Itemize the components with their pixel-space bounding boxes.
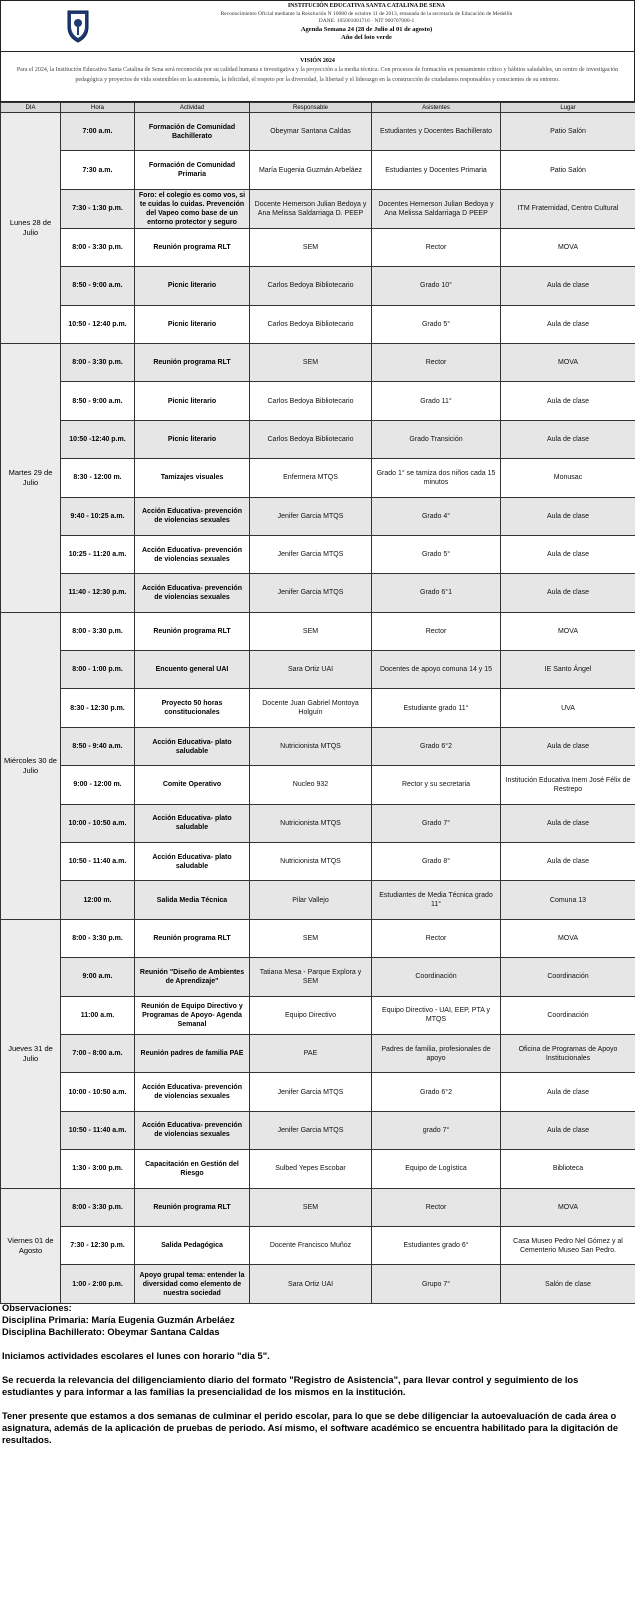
- responsable-cell: Nutricionista MTQS: [250, 804, 372, 842]
- vision-section: [0, 52, 635, 102]
- lugar-cell: Institución Educativa Inem José Félix de Restrepo: [501, 766, 635, 804]
- day-label: Martes 29 de Julio: [1, 343, 61, 612]
- actividad-cell: Proyecto 50 horas constitucionales: [135, 689, 250, 727]
- responsable-cell: Jenifer Garcia MTQS: [250, 497, 372, 535]
- responsable-cell: SEM: [250, 919, 372, 957]
- day-label: Viernes 01 de Agosto: [1, 1188, 61, 1303]
- asistentes-cell: Grado 6°1: [372, 574, 501, 612]
- hora-cell: 9:00 - 12:00 m.: [61, 766, 135, 804]
- actividad-cell: Foro: el colegio es como vos, si te cuidas lo cuidas. Prevención del Vapeo como base de un entorno protector y seguro: [135, 189, 250, 228]
- lugar-cell: Aula de clase: [501, 574, 635, 612]
- day-label: Jueves 31 de Julio: [1, 919, 61, 1188]
- discipline-primaria: Disciplina Primaria: María Eugenia Guzmán Arbeláez: [2, 1315, 235, 1325]
- column-header-actividad: Actividad: [135, 103, 250, 113]
- lugar-cell: Patio Salón: [501, 151, 635, 189]
- dane-nit-text: DANE: 105001001716 · NIT 900707080-1: [318, 18, 415, 24]
- hora-cell: 7:30 - 12:30 p.m.: [61, 1226, 135, 1264]
- responsable-cell: Equipo Directivo: [250, 996, 372, 1034]
- asistentes-cell: Grado 8°: [372, 843, 501, 881]
- observations-section: [2, 1302, 632, 1446]
- actividad-cell: Comite Operativo: [135, 766, 250, 804]
- table-row: [1, 1226, 635, 1264]
- asistentes-cell: Rector: [372, 1188, 501, 1226]
- hora-cell: 7:30 - 1:30 p.m.: [61, 189, 135, 228]
- responsable-cell: Docente Francisco Muñoz: [250, 1226, 372, 1264]
- actividad-cell: Picnic literario: [135, 267, 250, 305]
- table-row: [1, 651, 635, 689]
- hora-cell: 12:00 m.: [61, 881, 135, 919]
- document-header: [0, 0, 635, 52]
- asistentes-cell: Rector: [372, 343, 501, 381]
- hora-cell: 10:25 - 11:20 a.m.: [61, 535, 135, 573]
- lugar-cell: Comuna 13: [501, 881, 635, 919]
- lugar-cell: Aula de clase: [501, 1111, 635, 1149]
- asistentes-cell: Grado 4°: [372, 497, 501, 535]
- lugar-cell: Aula de clase: [501, 1073, 635, 1111]
- responsable-cell: Sara Ortiz UAI: [250, 1265, 372, 1303]
- responsable-cell: Nutricionista MTQS: [250, 727, 372, 765]
- lugar-cell: MOVA: [501, 343, 635, 381]
- hora-cell: 8:30 - 12:00 m.: [61, 459, 135, 497]
- responsable-cell: María Eugenia Guzmán Arbeláez: [250, 151, 372, 189]
- responsable-cell: Carlos Bedoya Bibliotecario: [250, 305, 372, 343]
- hora-cell: 10:50 - 11:40 a.m.: [61, 843, 135, 881]
- actividad-cell: Salida Media Técnica: [135, 881, 250, 919]
- table-row: [1, 804, 635, 842]
- lugar-cell: Salón de clase: [501, 1265, 635, 1303]
- asistentes-cell: Rector: [372, 612, 501, 650]
- responsable-cell: PAE: [250, 1034, 372, 1072]
- actividad-cell: Acción Educativa- prevención de violencias sexuales: [135, 574, 250, 612]
- lugar-cell: Patio Salón: [501, 113, 635, 151]
- hora-cell: 1:30 - 3:00 p.m.: [61, 1150, 135, 1188]
- actividad-cell: Picnic literario: [135, 420, 250, 458]
- hora-cell: 8:00 - 3:30 p.m.: [61, 343, 135, 381]
- observations-title: Observaciones:: [2, 1303, 72, 1313]
- lugar-cell: Aula de clase: [501, 420, 635, 458]
- asistentes-cell: Equipo Directivo - UAI, EEP, PTA y MTQS: [372, 996, 501, 1034]
- hora-cell: 10:00 - 10:50 a.m.: [61, 804, 135, 842]
- responsable-cell: Pilar Vallejo: [250, 881, 372, 919]
- lugar-cell: MOVA: [501, 1188, 635, 1226]
- responsable-cell: Sara Ortiz UAI: [250, 651, 372, 689]
- agenda-table-body: [1, 113, 635, 1304]
- school-shield-logo-icon: [66, 9, 90, 43]
- column-header-asistentes: Asistentes: [372, 103, 501, 113]
- lugar-cell: ITM Fraternidad, Centro Cultural: [501, 189, 635, 228]
- asistentes-cell: grado 7°: [372, 1111, 501, 1149]
- responsable-cell: Nutricionista MTQS: [250, 843, 372, 881]
- responsable-cell: Docente Hemerson Julian Bedoya y Ana Melissa Saldarriaga D. PEEP: [250, 189, 372, 228]
- hora-cell: 9:00 a.m.: [61, 958, 135, 996]
- day-label: Lunes 28 de Julio: [1, 113, 61, 344]
- hora-cell: 8:50 - 9:00 a.m.: [61, 382, 135, 420]
- table-row: [1, 151, 635, 189]
- lugar-cell: MOVA: [501, 612, 635, 650]
- asistentes-cell: Rector y su secretaria: [372, 766, 501, 804]
- hora-cell: 1:00 - 2:00 p.m.: [61, 1265, 135, 1303]
- asistentes-cell: Estudiantes grado 6°: [372, 1226, 501, 1264]
- actividad-cell: Reunión programa RLT: [135, 1188, 250, 1226]
- actividad-cell: Acción Educativa- prevención de violencias sexuales: [135, 535, 250, 573]
- responsable-cell: SEM: [250, 228, 372, 266]
- asistentes-cell: Grado Transición: [372, 420, 501, 458]
- actividad-cell: Picnic literario: [135, 382, 250, 420]
- responsable-cell: Nucleo 932: [250, 766, 372, 804]
- table-row: [1, 919, 635, 957]
- column-header-hora: Hora: [61, 103, 135, 113]
- vision-text: Para el 2024, la Institución Educativa Santa Catalina de Sena será reconocida por su calidad humana e investigativa y la proyección a la media técnica. Con procesos de formación en pensamiento crítico y hábitos saludables, un centro de investigación pedagógica y proyectos de vida sostenibles en la autonomía, la felicidad, el respeto por la diversidad, la libertad y el liderazgo en la construcción de ciudadanos responsables y conscientes de su entorno.: [16, 67, 619, 83]
- actividad-cell: Reunión programa RLT: [135, 343, 250, 381]
- hora-cell: 8:50 - 9:00 a.m.: [61, 267, 135, 305]
- hora-cell: 10:00 - 10:50 a.m.: [61, 1073, 135, 1111]
- column-header-dia: DIA: [1, 103, 61, 113]
- table-row: [1, 1073, 635, 1111]
- lugar-cell: Oficina de Programas de Apoyo Institucionales: [501, 1034, 635, 1072]
- actividad-cell: Formación de Comunidad Primaria: [135, 151, 250, 189]
- lugar-cell: Aula de clase: [501, 497, 635, 535]
- asistentes-cell: Estudiantes de Media Técnica grado 11°: [372, 881, 501, 919]
- lugar-cell: IE Santo Ángel: [501, 651, 635, 689]
- table-header-row: [1, 103, 635, 113]
- lugar-cell: Monusac: [501, 459, 635, 497]
- table-row: [1, 727, 635, 765]
- responsable-cell: Carlos Bedoya Bibliotecario: [250, 267, 372, 305]
- asistentes-cell: Rector: [372, 228, 501, 266]
- table-row: [1, 497, 635, 535]
- responsable-cell: Sulbed Yepes Escobar: [250, 1150, 372, 1188]
- asistentes-cell: Coordinación: [372, 958, 501, 996]
- hora-cell: 8:00 - 3:30 p.m.: [61, 612, 135, 650]
- observation-paragraph-2: Se recuerda la relevancia del diligenciamiento diario del formato "Registro de Asistencia", para llevar control y seguimiento de los estudiantes y para informar a las familias la presencialidad de los mismos en la institución.: [2, 1375, 579, 1397]
- hora-cell: 7:30 a.m.: [61, 151, 135, 189]
- table-row: [1, 574, 635, 612]
- hora-cell: 8:30 - 12:30 p.m.: [61, 689, 135, 727]
- asistentes-cell: Grado 5°: [372, 305, 501, 343]
- actividad-cell: Acción Educativa- plato saludable: [135, 804, 250, 842]
- lugar-cell: UVA: [501, 689, 635, 727]
- table-row: [1, 343, 635, 381]
- hora-cell: 8:00 - 1:00 p.m.: [61, 651, 135, 689]
- table-row: [1, 1034, 635, 1072]
- asistentes-cell: Grado 6°2: [372, 727, 501, 765]
- responsable-cell: SEM: [250, 612, 372, 650]
- table-row: [1, 996, 635, 1034]
- lugar-cell: Coordinación: [501, 958, 635, 996]
- asistentes-cell: Grado 1° se tamiza dos niños cada 15 minutos: [372, 459, 501, 497]
- discipline-bachillerato: Disciplina Bachillerato: Obeymar Santana Caldas: [2, 1327, 220, 1337]
- recognition-text: Reconocimiento Oficial mediante la Resolución N 10080 de octubre 11 de 2013, emanada de la secretaría de Educación de Medellín: [220, 11, 513, 17]
- hora-cell: 11:00 a.m.: [61, 996, 135, 1034]
- responsable-cell: SEM: [250, 1188, 372, 1226]
- asistentes-cell: Grado 7°: [372, 804, 501, 842]
- responsable-cell: Jenifer Garcia MTQS: [250, 1073, 372, 1111]
- hora-cell: 10:50 -12:40 p.m.: [61, 420, 135, 458]
- hora-cell: 8:00 - 3:30 p.m.: [61, 1188, 135, 1226]
- lugar-cell: Aula de clase: [501, 843, 635, 881]
- hora-cell: 10:50 - 11:40 a.m.: [61, 1111, 135, 1149]
- asistentes-cell: Docentes Hemerson Julian Bedoya y Ana Melissa Saldarriaga D PEEP: [372, 189, 501, 228]
- table-row: [1, 420, 635, 458]
- actividad-cell: Reunión programa RLT: [135, 919, 250, 957]
- actividad-cell: Acción Educativa- prevención de violencias sexuales: [135, 1111, 250, 1149]
- table-row: [1, 305, 635, 343]
- lugar-cell: Aula de clase: [501, 267, 635, 305]
- hora-cell: 7:00 - 8:00 a.m.: [61, 1034, 135, 1072]
- responsable-cell: Jenifer Garcia MTQS: [250, 535, 372, 573]
- table-row: [1, 881, 635, 919]
- responsable-cell: Carlos Bedoya Bibliotecario: [250, 420, 372, 458]
- lugar-cell: Biblioteca: [501, 1150, 635, 1188]
- responsable-cell: Carlos Bedoya Bibliotecario: [250, 382, 372, 420]
- agenda-table: [0, 102, 635, 1304]
- table-row: [1, 113, 635, 151]
- actividad-cell: Apoyo grupal tema: entender la diversidad como elemento de nuestra sociedad: [135, 1265, 250, 1303]
- actividad-cell: Picnic literario: [135, 305, 250, 343]
- table-row: [1, 843, 635, 881]
- lugar-cell: Aula de clase: [501, 382, 635, 420]
- asistentes-cell: Rector: [372, 919, 501, 957]
- actividad-cell: Acción Educativa- prevención de violencias sexuales: [135, 1073, 250, 1111]
- responsable-cell: Docente Juan Gabriel Montoya Holguín: [250, 689, 372, 727]
- responsable-cell: Jenifer Garcia MTQS: [250, 1111, 372, 1149]
- actividad-cell: Reunión padres de familia PAE: [135, 1034, 250, 1072]
- hora-cell: 9:40 - 10:25 a.m.: [61, 497, 135, 535]
- table-row: [1, 459, 635, 497]
- institution-name: INSTITUCIÓN EDUCATIVA SANTA CATALINA DE SENA: [287, 3, 446, 9]
- vision-title: VISIÓN 2024: [300, 58, 335, 64]
- actividad-cell: Formación de Comunidad Bachillerato: [135, 113, 250, 151]
- observation-paragraph-3: Tener presente que estamos a dos semanas de culminar el perido escolar, para lo que se debe diligenciar la autoevaluación de cada área o asignatura, además de la aplicación de pruebas de periodo. Así mismo, el software académico se encuentra habilitado para la digitación de resultados.: [2, 1411, 619, 1445]
- lugar-cell: Aula de clase: [501, 305, 635, 343]
- lugar-cell: MOVA: [501, 228, 635, 266]
- hora-cell: 11:40 - 12:30 p.m.: [61, 574, 135, 612]
- responsable-cell: Obeymar Santana Caldas: [250, 113, 372, 151]
- asistentes-cell: Equipo de Logística: [372, 1150, 501, 1188]
- actividad-cell: Acción Educativa- plato saludable: [135, 727, 250, 765]
- lugar-cell: Aula de clase: [501, 804, 635, 842]
- actividad-cell: Reunión de Equipo Directivo y Programas de Apoyo- Agenda Semanal: [135, 996, 250, 1034]
- column-header-responsable: Responsable: [250, 103, 372, 113]
- asistentes-cell: Grado 5°: [372, 535, 501, 573]
- table-row: [1, 189, 635, 228]
- asistentes-cell: Grado 10°: [372, 267, 501, 305]
- table-row: [1, 1188, 635, 1226]
- actividad-cell: Salida Pedagógica: [135, 1226, 250, 1264]
- asistentes-cell: Docentes de apoyo comuna 14 y 15: [372, 651, 501, 689]
- table-row: [1, 958, 635, 996]
- hora-cell: 10:50 - 12:40 p.m.: [61, 305, 135, 343]
- lugar-cell: Coordinación: [501, 996, 635, 1034]
- table-row: [1, 535, 635, 573]
- asistentes-cell: Grado 11°: [372, 382, 501, 420]
- actividad-cell: Acción Educativa- prevención de violencias sexuales: [135, 497, 250, 535]
- actividad-cell: Reunión "Diseño de Ambientes de Aprendizaje": [135, 958, 250, 996]
- table-row: [1, 267, 635, 305]
- hora-cell: 8:00 - 3:30 p.m.: [61, 919, 135, 957]
- table-row: [1, 1111, 635, 1149]
- responsable-cell: Jenifer Garcia MTQS: [250, 574, 372, 612]
- table-row: [1, 766, 635, 804]
- table-row: [1, 382, 635, 420]
- actividad-cell: Acción Educativa- plato saludable: [135, 843, 250, 881]
- responsable-cell: Enfermera MTQS: [250, 459, 372, 497]
- hora-cell: 8:50 - 9:40 a.m.: [61, 727, 135, 765]
- year-name: Año del loto verde: [341, 34, 392, 41]
- hora-cell: 8:00 - 3:30 p.m.: [61, 228, 135, 266]
- agenda-title: Agenda Semana 24 (28 de Julio al 01 de agosto): [300, 26, 433, 33]
- table-row: [1, 1265, 635, 1303]
- actividad-cell: Reunión programa RLT: [135, 228, 250, 266]
- table-row: [1, 689, 635, 727]
- lugar-cell: MOVA: [501, 919, 635, 957]
- actividad-cell: Reunión programa RLT: [135, 612, 250, 650]
- responsable-cell: Tatiana Mesa - Parque Explora y SEM: [250, 958, 372, 996]
- lugar-cell: Aula de clase: [501, 535, 635, 573]
- asistentes-cell: Estudiante grado 11°: [372, 689, 501, 727]
- table-row: [1, 612, 635, 650]
- asistentes-cell: Estudiantes y Docentes Primaria: [372, 151, 501, 189]
- lugar-cell: Aula de clase: [501, 727, 635, 765]
- column-header-lugar: Lugar: [501, 103, 635, 113]
- asistentes-cell: Estudiantes y Docentes Bachillerato: [372, 113, 501, 151]
- actividad-cell: Tamizajes visuales: [135, 459, 250, 497]
- actividad-cell: Capacitación en Gestión del Riesgo: [135, 1150, 250, 1188]
- hora-cell: 7:00 a.m.: [61, 113, 135, 151]
- table-row: [1, 228, 635, 266]
- asistentes-cell: Grado 6°2: [372, 1073, 501, 1111]
- observation-paragraph-1: Iniciamos actividades escolares el lunes con horario "dia 5".: [2, 1351, 270, 1361]
- lugar-cell: Casa Museo Pedro Nel Gómez y al Cementerio Museo San Pedro.: [501, 1226, 635, 1264]
- asistentes-cell: Grupo 7°: [372, 1265, 501, 1303]
- asistentes-cell: Padres de familia, profesionales de apoyo: [372, 1034, 501, 1072]
- day-label: Miércoles 30 de Julio: [1, 612, 61, 919]
- responsable-cell: SEM: [250, 343, 372, 381]
- table-row: [1, 1150, 635, 1188]
- actividad-cell: Encuento general UAI: [135, 651, 250, 689]
